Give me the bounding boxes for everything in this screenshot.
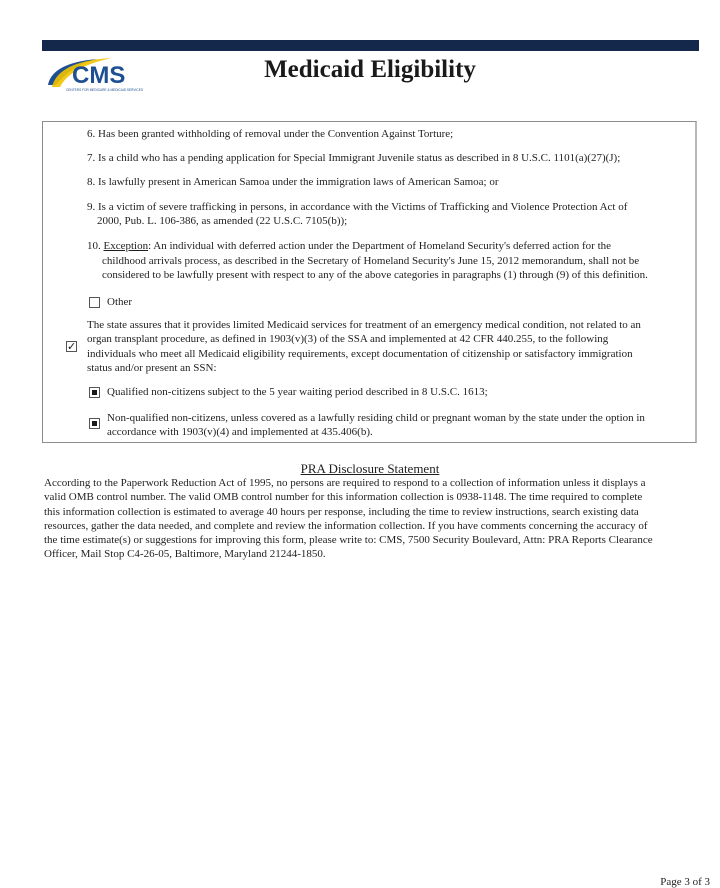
other-label: Other — [107, 296, 133, 308]
pra-heading: PRA Disclosure Statement — [300, 461, 440, 476]
qualified-noncitizens-label: Qualified non-citizens subject to the 5 year waiting period described in 8 U.S.C. 1613; — [107, 386, 488, 398]
item-6: 6. Has been granted withholding of removal under the Convention Against Torture; — [87, 128, 454, 140]
pra-line: valid OMB control number. The valid OMB control number for this information collection is 0938-1148. The time required to complete — [44, 491, 643, 504]
assurance-line-3: individuals who meet all Medicaid eligibility requirements, except documentation of citizenship or satisfactory immigration — [87, 348, 633, 360]
logo-subtext: CENTERS FOR MEDICARE & MEDICAID SERVICES — [66, 88, 143, 92]
other-checkbox[interactable] — [89, 297, 100, 308]
item-9-cont: 2000, Pub. L. 106-386, as amended (22 U.S.C. 7105(b)); — [97, 215, 348, 227]
pra-line: resources, gather the data needed, and complete and review the information collection. If you have comments concerning the accuracy of — [44, 519, 648, 532]
qualified-noncitizens-checkbox[interactable] — [89, 387, 100, 398]
nonqualified-noncitizens-label: Non-qualified non-citizens, unless covered as a lawfully residing child or pregnant woman by the state under the option in — [107, 412, 645, 424]
page-title: Medicaid Eligibility — [264, 56, 476, 83]
item-10: 10. Exception: An individual with deferred action under the Department of Homeland Security's deferred action for the — [87, 240, 612, 252]
item-8: 8. Is lawfully present in American Samoa under the immigration laws of American Samoa; or — [87, 176, 499, 188]
nonqualified-noncitizens-label-cont: accordance with 1903(v)(4) and implemented at 435.406(b). — [107, 426, 373, 438]
item-7: 7. Is a child who has a pending application for Special Immigrant Juvenile status as described in 8 U.S.C. 1101(a)(27)(J); — [87, 152, 621, 164]
item-9: 9. Is a victim of severe trafficking in persons, in accordance with the Victims of Trafficking and Violence Protection Act of — [87, 201, 628, 213]
assurance-line-4: status and/or present an SSN: — [87, 362, 217, 374]
pra-line: According to the Paperwork Reduction Act of 1995, no persons are required to respond to a collection of information unless it displays a — [44, 477, 646, 489]
logo-text: CMS — [72, 62, 126, 89]
item-10-cont: childhood arrivals process, as described in the Secretary of Homeland Security's June 15, 2012 memorandum, shall not be — [102, 255, 640, 267]
pra-line: this information collection is estimated to average 40 hours per response, including the time to review instructions, search existing data — [44, 505, 639, 518]
pra-line: the time estimate(s) or suggestions for improving this form, please write to: CMS, 7500 Security Boulevard, Attn: PRA Reports Clearance — [44, 534, 653, 547]
assurance-line-2: organ transplant procedure, as defined in 1903(v)(3) of the SSA and implemented at 42 CFR 440.255, to the following — [87, 333, 609, 345]
pra-statement — [44, 476, 704, 562]
assurance-line-1: The state assures that it provides limited Medicaid services for treatment of an emergency medical condition, not related to an — [87, 319, 641, 331]
header-bar — [42, 40, 699, 51]
item-10-cont2: considered to be lawfully present with respect to any of the above categories in paragraphs (1) through (9) of this definition. — [102, 269, 648, 281]
page-number: Page 3 of 3 — [660, 876, 710, 888]
nonqualified-noncitizens-checkbox[interactable] — [89, 418, 100, 429]
pra-line: Officer, Mail Stop C4-26-05, Baltimore, Maryland 21244-1850. — [44, 548, 326, 561]
assurance-checkbox[interactable]: ✓ — [67, 340, 77, 353]
